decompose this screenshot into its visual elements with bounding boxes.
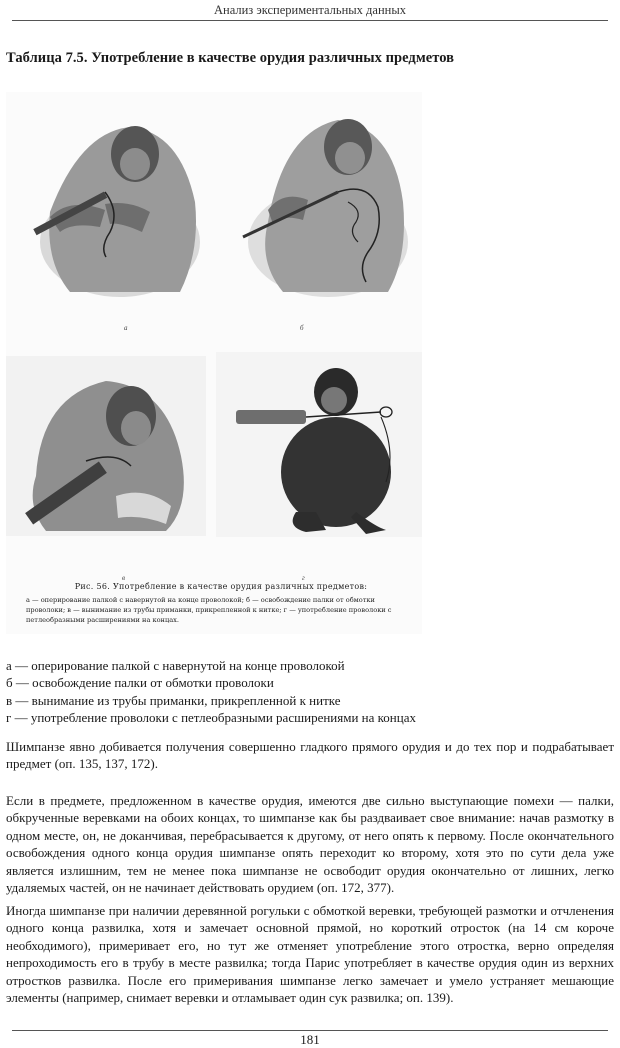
figure-panel-b-illustration bbox=[228, 92, 422, 307]
footer-rule bbox=[12, 1030, 608, 1031]
figure-caption bbox=[26, 582, 416, 625]
header-rule bbox=[12, 20, 608, 21]
legend-item-v: в — вынимание из трубы приманки, прикрепленной к нитке bbox=[6, 692, 341, 708]
panel-letter-b: б bbox=[300, 324, 304, 332]
figure-plate bbox=[6, 92, 422, 634]
figure-panel-v-illustration bbox=[6, 356, 206, 536]
figure-legend bbox=[6, 657, 416, 726]
body-paragraph: Если в предмете, предложенном в качестве орудия, имеются две сильно выступающие помехи — палки, обкрученные веревками на обоих концах, то шимпанзе как бы раздваивает свое внимание: начав размотку в одном месте, он, не доканчивая, перебрасывается к другому, от него опять к первому. После окончательного освобождения одного конца орудия шимпанзе опять переходит ко второму, хотя это по сути дела уже является излишним, тем не менее пока шимпанзе не освободит орудия окончательно от лишних, легко удаляемых частей, он не начинает действовать орудием (оп. 172, 377). bbox=[6, 793, 614, 896]
table-title: Таблица 7.5. Употребление в качестве орудия различных предметов bbox=[6, 50, 455, 66]
body-paragraph: Иногда шимпанзе при наличии деревянной рогульки с обмоткой веревки, требующей размотки и отчленения одного конца развилка, хотя и замечает основной прямой, но короткий отросток (на 14 см короче необходимого), примеривает его, но тут же отменяет употребление этого отростка, верно определяя непроходимость его в трубу в месте развилка; тогда Парис употребляет в качестве орудия один из верхних отростков развилка. После его примеривания шимпанзе легко замечает и умело устраняет мешающие элементы (например, снимает веревки и отламывает один сук развилка; оп. 139). bbox=[6, 903, 614, 1006]
running-head: Анализ экспериментальных данных bbox=[214, 3, 406, 17]
legend-item-a: а — оперирование палкой с навернутой на конце проволокой bbox=[6, 658, 345, 673]
panel-letter-v: в bbox=[122, 574, 126, 582]
figure-caption-title: Рис. 56. Употребление в качестве орудия различных предметов: bbox=[74, 582, 368, 591]
legend-item-b: б — освобождение палки от обмотки проволоки bbox=[6, 675, 274, 691]
panel-letter-a: а bbox=[124, 324, 128, 332]
legend-item-g: г — употребление проволоки с петлеобразными расширениями на концах bbox=[6, 709, 416, 725]
figure-caption-body: а — оперирование палкой с навернутой на конце проволокой; б — освобождение палки от обмотки проволоки; в — вынимание из трубы приманки, прикрепленной к нитке; г — употребление проволоки с петлеобразными расширениями на концах. bbox=[26, 596, 392, 624]
figure-panel-g-illustration bbox=[216, 352, 422, 537]
panel-letter-g: г bbox=[302, 574, 305, 582]
body-paragraph: Шимпанзе явно добивается получения совершенно гладкого прямого орудия и до тех пор и подрабатывает предмет (оп. 135, 137, 172). bbox=[6, 739, 614, 772]
page-number: 181 bbox=[300, 1032, 320, 1047]
figure-panel-a-illustration bbox=[10, 92, 218, 307]
